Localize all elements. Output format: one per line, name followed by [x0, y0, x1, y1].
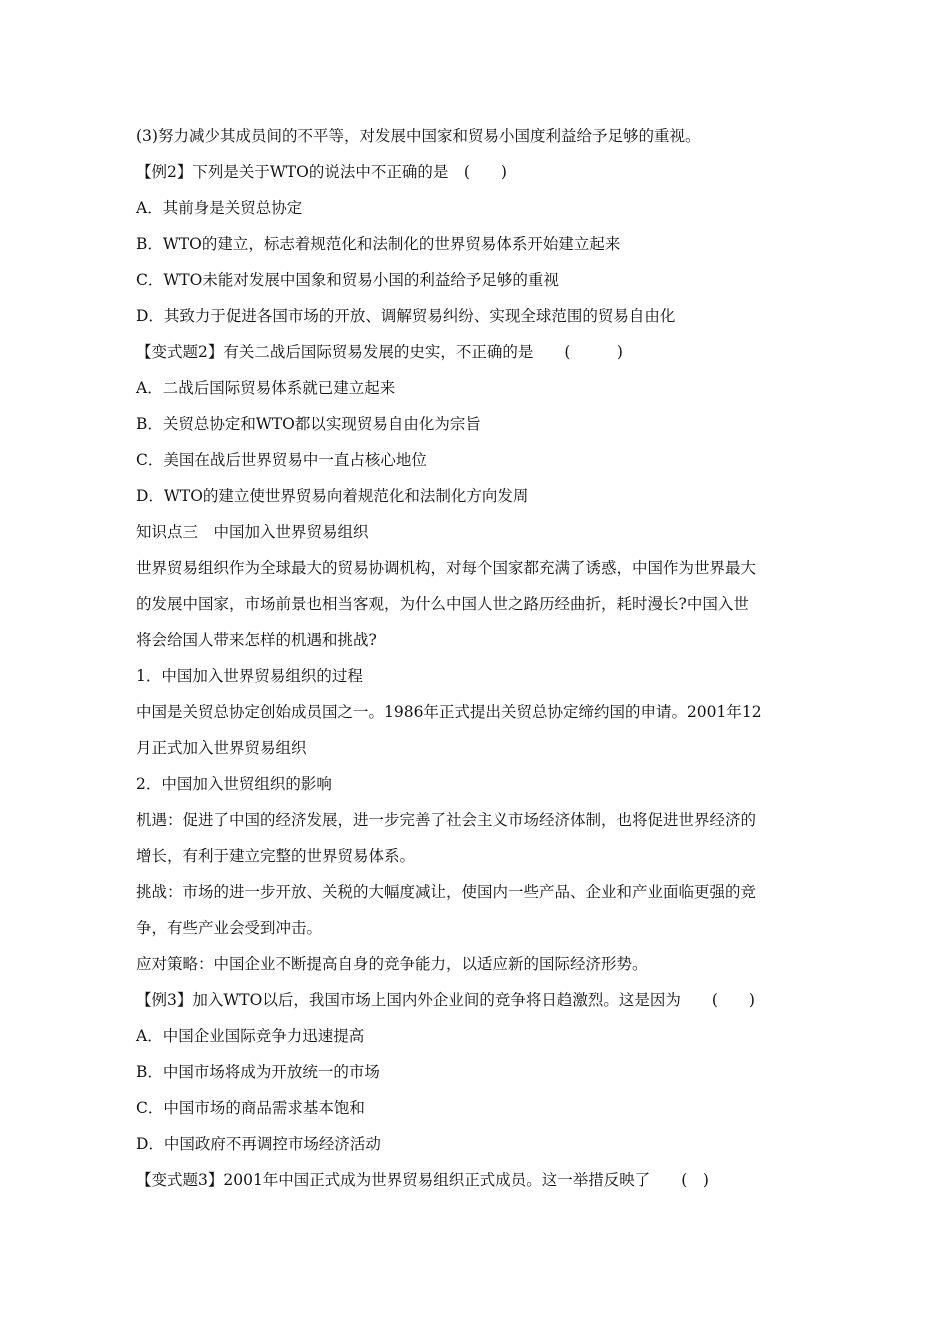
text-line: 世界贸易组织作为全球最大的贸易协调机构，对每个国家都充满了诱惑，中国作为世界最大	[136, 559, 757, 577]
answer-option: B．关贸总协定和WTO都以实现贸易自由化为宗旨	[136, 415, 481, 433]
answer-option: B．WTO的建立，标志着规范化和法制化的世界贸易体系开始建立起来	[136, 235, 621, 253]
text-line: 月正式加入世界贸易组织	[136, 739, 307, 757]
text-line: (3)努力减少其成员间的不平等，对发展中国家和贸易小国度利益给予足够的重视。	[136, 127, 701, 145]
document-page	[136, 118, 826, 1198]
text-line: 增长，有利于建立完整的世界贸易体系。	[136, 847, 416, 865]
answer-option: A．其前身是关贸总协定	[136, 199, 303, 217]
answer-option: D．WTO的建立使世界贸易向着规范化和法制化方向发周	[136, 487, 529, 505]
answer-option: D．其致力于促进各国市场的开放、调解贸易纠纷、实现全球范围的贸易自由化	[136, 307, 676, 325]
text-line: 挑战：市场的进一步开放、关税的大幅度减让，使国内一些产品、企业和产业面临更强的竞	[136, 883, 757, 901]
text-line: 的发展中国家，市场前景也相当客观，为什么中国人世之路历经曲折，耗时漫长?中国入世	[136, 595, 749, 613]
text-line: 应对策略：中国企业不断提高自身的竞争能力，以适应新的国际经济形势。	[136, 955, 648, 973]
answer-option: C．美国在战后世界贸易中一直占核心地位	[136, 451, 427, 469]
subsection-heading: 1．中国加入世界贸易组织的过程	[136, 667, 363, 685]
text-line: 机遇：促进了中国的经济发展，进一步完善了社会主义市场经济体制，也将促进世界经济的	[136, 811, 757, 829]
variant-question: 【变式题3】2001年中国正式成为世界贸易组织正式成员。这一举措反映了 ( )	[136, 1171, 709, 1189]
example-question: 【例3】加入WTO以后，我国市场上国内外企业间的竞争将日趋激烈。这是因为 ( )	[136, 991, 755, 1009]
answer-option: C．中国市场的商品需求基本饱和	[136, 1099, 365, 1117]
answer-option: A．中国企业国际竞争力迅速提高	[136, 1027, 365, 1045]
answer-option: A．二战后国际贸易体系就已建立起来	[136, 379, 396, 397]
answer-option: C．WTO未能对发展中国象和贸易小国的利益给予足够的重视	[136, 271, 559, 289]
example-question: 【例2】下列是关于WTO的说法中不正确的是 ( )	[136, 163, 507, 181]
text-line: 争，有些产业会受到冲击。	[136, 919, 323, 937]
text-line: 将会给国人带来怎样的机遇和挑战?	[136, 631, 377, 649]
answer-option: D．中国政府不再调控市场经济活动	[136, 1135, 381, 1153]
answer-option: B．中国市场将成为开放统一的市场	[136, 1063, 380, 1081]
text-line: 中国是关贸总协定创始成员国之一。1986年正式提出关贸总协定缔约国的申请。2001年12	[136, 703, 762, 721]
section-heading: 知识点三 中国加入世界贸易组织	[136, 523, 369, 541]
subsection-heading: 2．中国加入世贸组织的影响	[136, 775, 332, 793]
variant-question: 【变式题2】有关二战后国际贸易发展的史实，不正确的是 ( )	[136, 343, 623, 361]
